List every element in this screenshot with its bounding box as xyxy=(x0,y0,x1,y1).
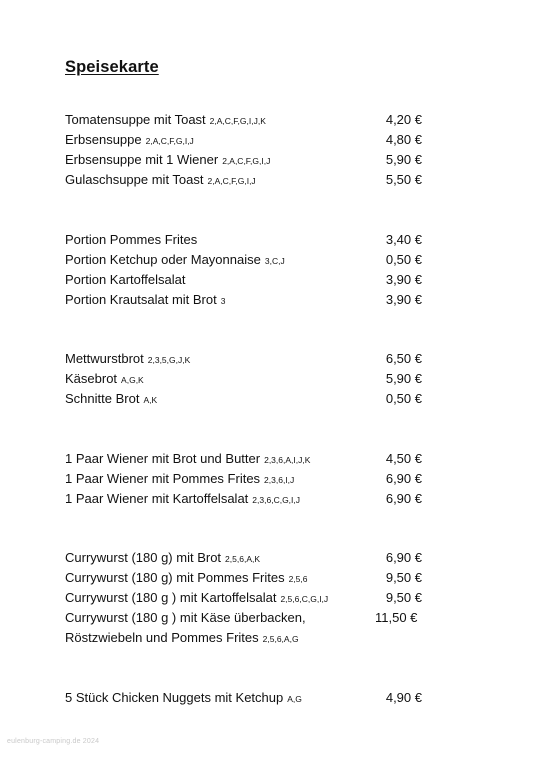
menu-item xyxy=(65,349,435,369)
menu-item xyxy=(65,110,435,130)
item-name-wrapper xyxy=(65,230,201,251)
menu-item xyxy=(65,389,435,409)
item-price: 6,50 € xyxy=(385,351,422,366)
allergen-codes: 2,5,6,A,K xyxy=(225,554,261,564)
item-price: 4,90 € xyxy=(385,690,422,705)
item-name: Currywurst (180 g) mit Brot xyxy=(65,550,222,565)
item-name: Erbsensuppe xyxy=(65,132,142,147)
allergen-codes: 2,3,6,A,I,J,K xyxy=(264,455,311,465)
allergen-codes: 3 xyxy=(220,296,226,306)
allergen-codes: 2,5,6 xyxy=(288,574,308,584)
menu-section-breads xyxy=(65,349,435,409)
page-title: Speisekarte xyxy=(65,58,159,76)
item-price: 0,50 € xyxy=(385,391,422,406)
item-name-wrapper xyxy=(65,290,225,311)
item-name: Currywurst (180 g ) mit Käse überbacken, xyxy=(65,610,306,625)
allergen-codes: 2,3,6,C,G,I,J xyxy=(252,495,301,505)
menu-section-wiener xyxy=(65,449,435,509)
item-name-wrapper xyxy=(65,389,157,410)
menu-section-soups xyxy=(65,110,435,190)
allergen-codes: 2,5,6,A,G xyxy=(262,634,299,644)
item-name-wrapper xyxy=(65,110,266,131)
allergen-codes: 2,A,C,F,G,I,J xyxy=(222,156,271,166)
item-price: 4,50 € xyxy=(385,451,422,466)
item-name-wrapper xyxy=(65,150,270,171)
menu-section-currywurst xyxy=(65,548,435,648)
item-name: Portion Ketchup oder Mayonnaise xyxy=(65,252,261,267)
allergen-codes: A,G,K xyxy=(121,375,144,385)
item-name: Currywurst (180 g ) mit Kartoffelsalat xyxy=(65,590,277,605)
item-price: 3,90 € xyxy=(385,272,422,287)
item-name: Portion Krautsalat mit Brot xyxy=(65,292,217,307)
menu-section-sides xyxy=(65,230,435,310)
item-name: 1 Paar Wiener mit Pommes Frites xyxy=(65,471,261,486)
item-price: 6,90 € xyxy=(385,491,422,506)
allergen-codes: A,K xyxy=(143,395,158,405)
menu-item xyxy=(65,568,435,588)
allergen-codes: 2,5,6,C,G,I,J xyxy=(280,594,329,604)
menu-item xyxy=(65,688,435,708)
item-name-wrapper xyxy=(65,449,310,470)
item-name: 1 Paar Wiener mit Brot und Butter xyxy=(65,451,261,466)
item-name-wrapper xyxy=(65,568,308,589)
item-price: 9,50 € xyxy=(385,590,422,605)
menu-item xyxy=(65,250,435,270)
item-name-wrapper xyxy=(65,588,328,609)
allergen-codes: 3,C,J xyxy=(264,256,285,266)
item-name-wrapper xyxy=(65,369,144,390)
item-name: Erbsensuppe mit 1 Wiener xyxy=(65,152,219,167)
item-price: 5,90 € xyxy=(385,152,422,167)
item-name: 5 Stück Chicken Nuggets mit Ketchup xyxy=(65,690,284,705)
item-name-wrapper xyxy=(65,688,302,709)
item-price: 6,90 € xyxy=(385,550,422,565)
allergen-codes: 2,A,C,F,G,I,J,K xyxy=(209,116,266,126)
item-name-wrapper xyxy=(65,170,256,191)
menu-item xyxy=(65,489,435,509)
allergen-codes: 2,3,5,G,J,K xyxy=(147,355,191,365)
item-name: 1 Paar Wiener mit Kartoffelsalat xyxy=(65,491,249,506)
item-price: 6,90 € xyxy=(385,471,422,486)
footer-watermark: eulenburg-camping.de 2024 xyxy=(7,738,100,745)
item-name-wrapper xyxy=(65,130,194,151)
item-name: Mettwurstbrot xyxy=(65,351,144,366)
allergen-codes: 2,A,C,F,G,I,J xyxy=(207,176,256,186)
item-name-wrapper xyxy=(65,489,300,510)
item-name: Gulaschsuppe mit Toast xyxy=(65,172,204,187)
menu-item xyxy=(65,469,435,489)
menu-item xyxy=(65,369,435,389)
item-name-wrapper xyxy=(65,270,189,291)
item-name: Portion Pommes Frites xyxy=(65,232,198,247)
item-name-wrapper xyxy=(65,349,190,370)
item-name-line2: Röstzwiebeln und Pommes Frites xyxy=(65,630,259,645)
item-price: 3,90 € xyxy=(385,292,422,307)
menu-section-nuggets xyxy=(65,688,435,708)
item-name: Portion Kartoffelsalat xyxy=(65,272,186,287)
item-price: 11,50 € xyxy=(375,610,418,625)
menu-item xyxy=(65,608,435,648)
menu-item xyxy=(65,449,435,469)
allergen-codes: 2,3,6,I,J xyxy=(264,475,295,485)
menu-item xyxy=(65,230,435,250)
item-price: 5,90 € xyxy=(385,371,422,386)
item-price: 9,50 € xyxy=(385,570,422,585)
menu-item xyxy=(65,150,435,170)
menu-item xyxy=(65,270,435,290)
item-name-line2-wrapper xyxy=(65,628,306,648)
item-price: 5,50 € xyxy=(385,172,422,187)
menu-item xyxy=(65,548,435,568)
item-name-wrapper xyxy=(65,548,260,569)
menu-item xyxy=(65,130,435,150)
menu-item xyxy=(65,170,435,190)
item-name-wrapper xyxy=(65,469,294,490)
item-price: 4,80 € xyxy=(385,132,422,147)
item-price: 3,40 € xyxy=(385,232,422,247)
item-name: Tomatensuppe mit Toast xyxy=(65,112,206,127)
allergen-codes: A,G xyxy=(287,694,302,704)
menu-item xyxy=(65,588,435,608)
item-name-wrapper xyxy=(65,608,306,648)
item-name-wrapper xyxy=(65,250,285,271)
menu-item xyxy=(65,290,435,310)
item-name: Currywurst (180 g) mit Pommes Frites xyxy=(65,570,285,585)
allergen-codes: 2,A,C,F,G,I,J xyxy=(145,136,194,146)
item-name: Schnitte Brot xyxy=(65,391,140,406)
item-price: 4,20 € xyxy=(385,112,422,127)
item-name: Käsebrot xyxy=(65,371,118,386)
item-price: 0,50 € xyxy=(385,252,422,267)
